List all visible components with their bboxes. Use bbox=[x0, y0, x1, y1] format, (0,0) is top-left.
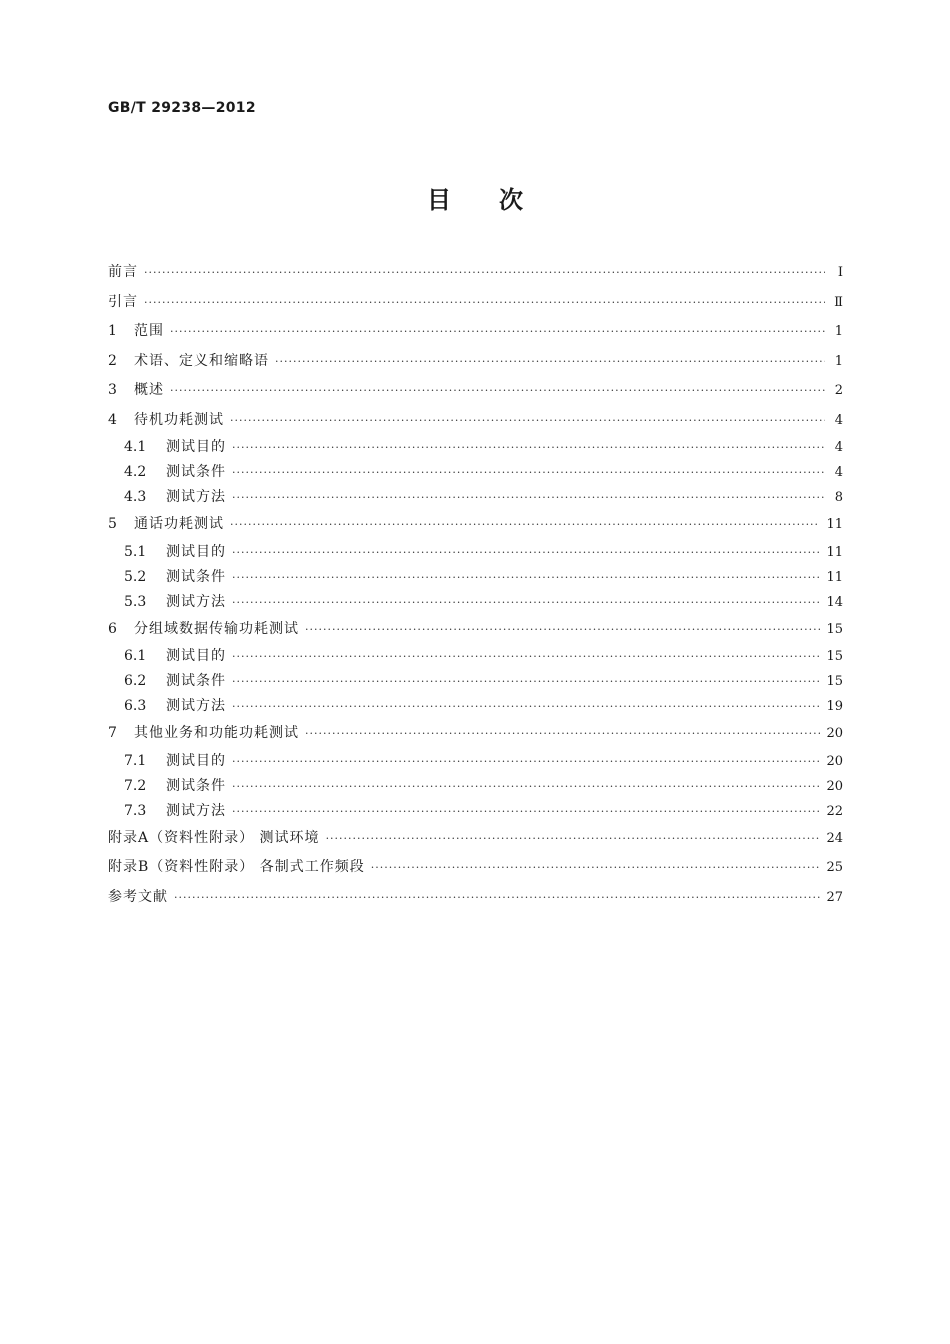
toc-dot-leader bbox=[232, 694, 820, 719]
toc-entry[interactable] bbox=[108, 485, 843, 510]
toc-entry-number: 7 bbox=[108, 725, 117, 741]
toc-dot-leader bbox=[232, 644, 820, 669]
toc-entry-label: 范围 bbox=[134, 323, 164, 339]
toc-entry-page-number: 15 bbox=[826, 621, 843, 637]
toc-dot-leader bbox=[232, 435, 825, 460]
toc-entry-label: 引言 bbox=[108, 293, 138, 310]
toc-entry[interactable] bbox=[108, 406, 843, 436]
toc-dot-leader bbox=[232, 540, 820, 565]
toc-entry[interactable] bbox=[108, 347, 843, 377]
toc-entry[interactable] bbox=[108, 615, 843, 645]
toc-dot-leader bbox=[232, 565, 820, 590]
toc-entry-label: 术语、定义和缩略语 bbox=[134, 352, 269, 369]
toc-entry-number: 6.2 bbox=[124, 673, 147, 689]
toc-entry-label: 通话功耗测试 bbox=[134, 516, 224, 532]
toc-entry[interactable] bbox=[108, 749, 843, 774]
toc-entry-number: 3 bbox=[108, 382, 117, 398]
toc-dot-leader bbox=[230, 406, 825, 436]
toc-entry[interactable] bbox=[108, 510, 843, 540]
toc-entry-page-number: Ⅰ bbox=[837, 265, 843, 280]
toc-entry[interactable] bbox=[108, 883, 843, 913]
toc-entry-page-number: 8 bbox=[834, 490, 843, 505]
toc-entry[interactable] bbox=[108, 590, 843, 615]
toc-entry-page-number: 27 bbox=[826, 889, 843, 905]
toc-entry-number: 4.3 bbox=[124, 489, 147, 505]
toc-entry-label: 附录A（资料性附录） 测试环境 bbox=[108, 829, 320, 846]
toc-dot-leader bbox=[232, 669, 820, 694]
toc-entry-number: 5.2 bbox=[124, 568, 147, 585]
toc-dot-leader bbox=[232, 774, 820, 799]
toc-entry[interactable] bbox=[108, 460, 843, 485]
toc-entry-page-number: 14 bbox=[826, 594, 843, 610]
toc-entry-page-number: 4 bbox=[834, 412, 843, 428]
toc-entry-label: 测试条件 bbox=[166, 568, 226, 585]
toc-entry-label: 测试目的 bbox=[166, 439, 226, 455]
title-char-left: 目 bbox=[427, 186, 451, 214]
title-char-right: 次 bbox=[499, 186, 523, 214]
toc-entry-number: 4 bbox=[108, 411, 117, 428]
toc-entry-number: 4.1 bbox=[124, 439, 147, 455]
toc-entry-label: 分组域数据传输功耗测试 bbox=[134, 620, 299, 637]
toc-entry-page-number: 24 bbox=[826, 830, 843, 846]
toc-entry-page-number: 15 bbox=[826, 649, 843, 664]
toc-entry[interactable] bbox=[108, 258, 843, 288]
toc-entry-label: 其他业务和功能功耗测试 bbox=[134, 725, 299, 741]
toc-entry[interactable] bbox=[108, 435, 843, 460]
toc-entry-number: 6 bbox=[108, 620, 117, 637]
toc-entry[interactable] bbox=[108, 288, 843, 318]
toc-entry[interactable] bbox=[108, 565, 843, 590]
toc-entry-number: 2 bbox=[108, 352, 117, 369]
toc-entry[interactable] bbox=[108, 853, 843, 883]
toc-entry-number: 4.2 bbox=[124, 464, 147, 480]
toc-entry[interactable] bbox=[108, 719, 843, 749]
toc-dot-leader bbox=[170, 376, 825, 406]
toc-dot-leader bbox=[275, 347, 825, 377]
toc-entry-label: 待机功耗测试 bbox=[134, 411, 224, 428]
toc-entry-number: 7.1 bbox=[124, 752, 147, 769]
toc-entry-page-number: 2 bbox=[834, 383, 843, 398]
toc-entry-page-number: 22 bbox=[826, 803, 843, 819]
toc-dot-leader bbox=[232, 460, 825, 485]
toc-entry-number: 7.2 bbox=[124, 777, 147, 794]
toc-entry-label: 参考文献 bbox=[108, 888, 168, 905]
toc-entry-label: 测试目的 bbox=[166, 543, 226, 560]
toc-entry-label: 测试条件 bbox=[166, 464, 226, 480]
toc-entry-number: 5.3 bbox=[124, 593, 147, 610]
toc-entry[interactable] bbox=[108, 774, 843, 799]
toc-dot-leader bbox=[305, 719, 820, 749]
toc-entry[interactable] bbox=[108, 376, 843, 406]
toc-entry-label: 测试方法 bbox=[166, 802, 226, 819]
toc-entry-number: 7.3 bbox=[124, 802, 147, 819]
toc-dot-leader bbox=[174, 883, 820, 913]
toc-entry-page-number: 11 bbox=[826, 517, 843, 532]
toc-entry[interactable] bbox=[108, 669, 843, 694]
toc-dot-leader bbox=[232, 749, 820, 774]
toc-dot-leader bbox=[144, 288, 825, 318]
toc-dot-leader bbox=[305, 615, 820, 645]
toc-entry-label: 测试方法 bbox=[166, 593, 226, 610]
toc-entry[interactable] bbox=[108, 824, 843, 854]
toc-entry[interactable] bbox=[108, 540, 843, 565]
toc-entry-page-number: 1 bbox=[834, 353, 843, 369]
table-of-contents bbox=[108, 258, 843, 912]
toc-entry-number: 1 bbox=[108, 323, 117, 339]
toc-entry-page-number: 4 bbox=[834, 440, 843, 455]
toc-entry-page-number: 20 bbox=[826, 753, 843, 769]
toc-entry-label: 测试条件 bbox=[166, 673, 226, 689]
toc-entry-label: 测试目的 bbox=[166, 752, 226, 769]
toc-entry-number: 5.1 bbox=[124, 543, 147, 560]
standard-code: GB/T 29238—2012 bbox=[108, 100, 256, 116]
toc-entry-page-number: 19 bbox=[826, 699, 843, 714]
toc-entry[interactable] bbox=[108, 644, 843, 669]
toc-entry-number: 6.1 bbox=[124, 648, 147, 664]
toc-dot-leader bbox=[326, 824, 821, 854]
toc-entry-label: 概述 bbox=[134, 382, 164, 398]
toc-entry-page-number: 20 bbox=[826, 726, 843, 741]
toc-dot-leader bbox=[371, 853, 821, 883]
toc-dot-leader bbox=[232, 485, 825, 510]
toc-dot-leader bbox=[170, 317, 825, 347]
toc-entry[interactable] bbox=[108, 694, 843, 719]
toc-entry-label: 测试条件 bbox=[166, 777, 226, 794]
toc-entry-label: 前言 bbox=[108, 264, 138, 280]
toc-entry[interactable] bbox=[108, 317, 843, 347]
toc-entry-page-number: Ⅱ bbox=[834, 294, 843, 310]
toc-entry-page-number: 15 bbox=[826, 674, 843, 689]
toc-dot-leader bbox=[144, 258, 825, 288]
toc-dot-leader bbox=[230, 510, 820, 540]
toc-entry-page-number: 4 bbox=[834, 465, 843, 480]
toc-entry-page-number: 20 bbox=[826, 778, 843, 794]
toc-entry-number: 5 bbox=[108, 516, 117, 532]
toc-entry-label: 测试方法 bbox=[166, 698, 226, 714]
toc-dot-leader bbox=[232, 799, 820, 824]
toc-entry-page-number: 11 bbox=[826, 544, 843, 560]
toc-entry-label: 测试方法 bbox=[166, 489, 226, 505]
page-title bbox=[0, 180, 950, 215]
toc-entry-page-number: 25 bbox=[826, 860, 843, 875]
toc-entry[interactable] bbox=[108, 799, 843, 824]
toc-entry-number: 6.3 bbox=[124, 698, 147, 714]
toc-dot-leader bbox=[232, 590, 820, 615]
toc-entry-page-number: 1 bbox=[834, 324, 843, 339]
toc-entry-page-number: 11 bbox=[826, 569, 843, 585]
toc-entry-label: 测试目的 bbox=[166, 648, 226, 664]
toc-entry-label: 附录B（资料性附录） 各制式工作频段 bbox=[108, 859, 365, 875]
